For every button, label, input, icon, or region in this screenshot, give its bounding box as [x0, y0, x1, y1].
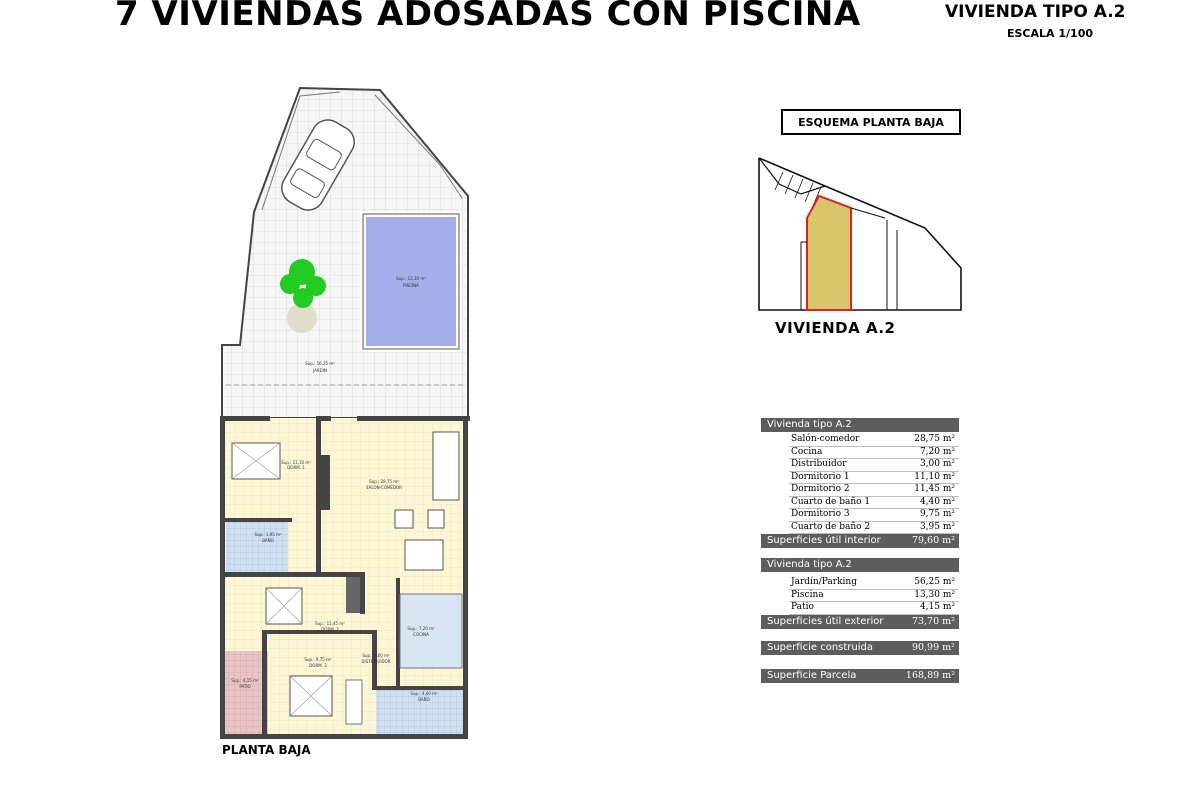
scale-label: ESCALA 1/100 — [1007, 27, 1094, 40]
bano2-name-label: BAÑO — [418, 697, 430, 702]
patio-name-label: PATIO — [239, 684, 251, 689]
plot-surface-row — [761, 669, 959, 683]
unit-a2-highlight — [807, 196, 851, 310]
pool-area-label: Sup.: 13,30 m² — [396, 276, 426, 281]
table-row: Cocina 7,20 m² — [789, 447, 959, 460]
dorm1-name-label: DORM. 1 — [287, 465, 305, 470]
dorm3-area-label: Sup.: 9,75 m² — [304, 657, 332, 662]
pool-name-label: PISCINA — [403, 283, 419, 288]
interior-surface-table — [761, 418, 959, 548]
table-row: Distribuidor 3,00 m² — [789, 459, 959, 472]
table-row: Patio 4,15 m² — [789, 602, 959, 615]
table-row: Dormitorio 2 11,45 m² — [789, 484, 959, 497]
bano2-area-label: Sup.: 4,40 m² — [410, 691, 438, 696]
distribuidor-area-label: Sup.: 3,00 m² — [362, 653, 390, 658]
garden-area-label: Sup.: 56,25 m² — [305, 361, 335, 366]
table-row: Cuarto de baño 2 3,95 m² — [789, 522, 959, 535]
armchair-icon — [428, 510, 444, 528]
table-row: Dormitorio 3 9,75 m² — [789, 509, 959, 522]
salon-area-label: Sup.: 28,75 m² — [369, 479, 399, 484]
table-header: Vivienda tipo A.2 — [761, 558, 959, 572]
cocina-name-label: COCINA — [413, 632, 429, 637]
table-header: Vivienda tipo A.2 — [761, 418, 959, 432]
built-surface-row — [761, 641, 959, 655]
double-bed-icon — [232, 443, 280, 479]
scheme-title-box — [781, 109, 961, 135]
bano1-area-label: Sup.: 3,95 m² — [254, 532, 282, 537]
double-bed-icon — [266, 588, 302, 624]
distribuidor-name-label: DISTRIBUIDOR — [361, 659, 391, 664]
plan-label: PLANTA BAJA — [222, 743, 311, 757]
bathroom-1-floor — [226, 520, 288, 572]
table-footer: Superficie Parcela 168,89 m² — [761, 669, 959, 683]
dorm3-name-label: DORM. 3 — [309, 663, 327, 668]
kitchen-counter — [400, 594, 462, 668]
wardrobe — [346, 680, 362, 724]
dorm2-area-label: Sup.: 11,45 m² — [315, 621, 345, 626]
unit-type-title: VIVIENDA TIPO A.2 — [945, 2, 1126, 22]
table-row: Salón-comedor 28,75 m² — [789, 434, 959, 447]
salon-name-label: SALON-COMEDOR — [366, 485, 402, 490]
garden-name-label: JARDIN — [313, 368, 327, 373]
table-row: Cuarto de baño 1 4,40 m² — [789, 497, 959, 510]
patio-area-label: Sup.: 4,15 m² — [231, 678, 259, 683]
table-row: Piscina 13,30 m² — [789, 590, 959, 603]
exterior-surface-table — [761, 558, 959, 629]
sofa-icon — [433, 432, 459, 500]
table-footer: Superficie construida 90,99 m² — [761, 641, 959, 655]
table-footer: Superficies útil interior 79,60 m² — [761, 534, 959, 548]
site-scheme — [755, 150, 970, 320]
patio-floor — [224, 651, 268, 736]
dorm2-name-label: DORM. 2 — [321, 627, 339, 632]
pool — [363, 214, 459, 349]
cocina-area-label: Sup.: 7,20 m² — [407, 626, 435, 631]
table-footer: Superficies útil exterior 73,70 m² — [761, 615, 959, 629]
bano1-name-label: BAÑO — [262, 538, 274, 543]
double-bed-icon — [290, 676, 332, 716]
table-row: Dormitorio 1 11,10 m² — [789, 472, 959, 485]
armchair-icon — [395, 510, 413, 528]
dorm1-area-label: Sup.: 11,10 m² — [281, 460, 311, 465]
page-title: 7 VIVIENDAS ADOSADAS CON PISCINA — [115, 0, 861, 34]
scheme-unit-label: VIVIENDA A.2 — [775, 319, 896, 337]
dining-table-icon — [405, 540, 443, 570]
table-row: Jardín/Parking 56,25 m² — [789, 577, 959, 590]
scheme-title: ESQUEMA PLANTA BAJA — [798, 115, 944, 129]
